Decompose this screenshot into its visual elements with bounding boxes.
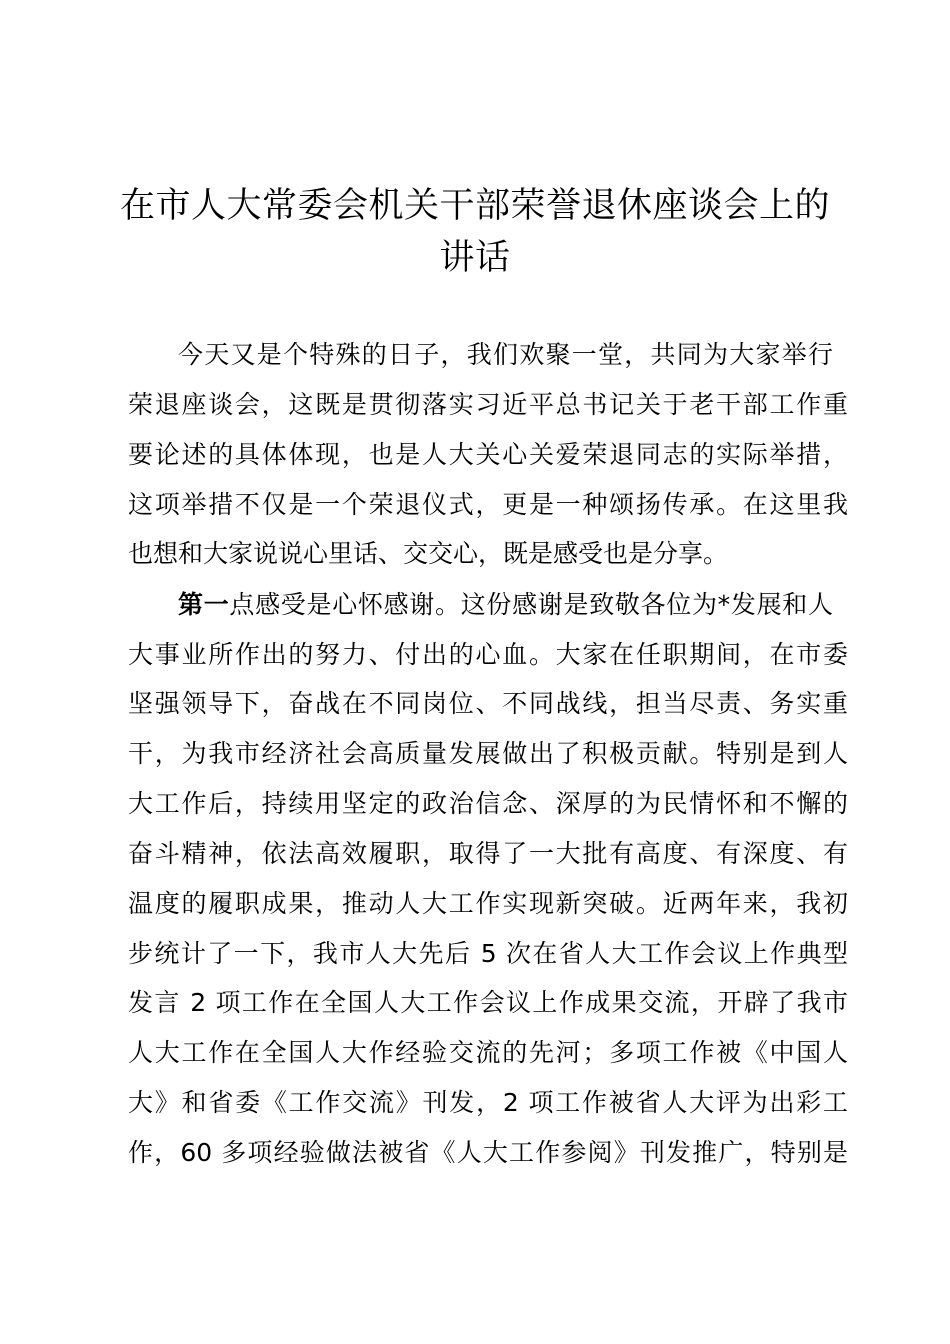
paragraph-2-lead: 第一 [178,590,230,619]
paragraph-1-line-1: 今天又是个特殊的日子，我们欢聚一堂，共同为大家举行 [178,340,833,369]
paragraph-2-line-8: 步统计了一下，我市人大先后 5 次在省人大工作会议上作典型 [128,939,848,968]
title-line-2: 讲话 [439,238,511,278]
paragraph-1-line-3: 要论述的具体体现，也是人大关心关爱荣退同志的实际举措， [128,440,848,469]
paragraph-2-line-1 [178,580,833,629]
paragraph-1-line-5: 也想和大家说说心里话、交交心，既是感受也是分享。 [128,539,729,568]
paragraph-2-line-9: 发言 2 项工作在全国人大工作会议上作成果交流，开辟了我市 [128,988,848,1017]
paragraph-2-line-6: 奋斗精神，依法高效履职，取得了一大批有高度、有深度、有 [128,839,848,868]
paragraph-2-first-rest: 点感受是心怀感谢。这份感谢是致敬各位为*发展和人 [229,590,833,619]
paragraph-2-line-11: 大》和省委《工作交流》刊发，2 项工作被省人大评为出彩工 [128,1088,848,1117]
paragraph-1-line-4: 这项举措不仅是一个荣退仪式，更是一种颂扬传承。在这里我 [128,490,848,519]
paragraph-2-line-7: 温度的履职成果，推动人大工作实现新突破。近两年来，我初 [128,889,848,918]
paragraph-2-line-5: 大工作后，持续用坚定的政治信念、深厚的为民情怀和不懈的 [128,789,848,818]
document-title [110,180,840,284]
paragraph-2-line-10: 人大工作在全国人大作经验交流的先河；多项工作被《中国人 [128,1038,848,1067]
paragraph-2-line-4: 干，为我市经济社会高质量发展做出了积极贡献。特别是到人 [128,739,848,768]
paragraph-1-line-2: 荣退座谈会，这既是贯彻落实习近平总书记关于老干部工作重 [128,390,848,419]
paragraph-2-line-12: 作，60 多项经验做法被省《人大工作参阅》刊发推广，特别是 [128,1138,848,1167]
title-line-1: 在市人大常委会机关干部荣誉退休座谈会上的 [119,186,830,226]
paragraph-2-line-2: 大事业所作出的努力、付出的心血。大家在任职期间，在市委 [128,640,848,669]
paragraph-2-line-3: 坚强领导下，奋战在不同岗位、不同战线，担当尽责、务实重 [128,689,848,718]
